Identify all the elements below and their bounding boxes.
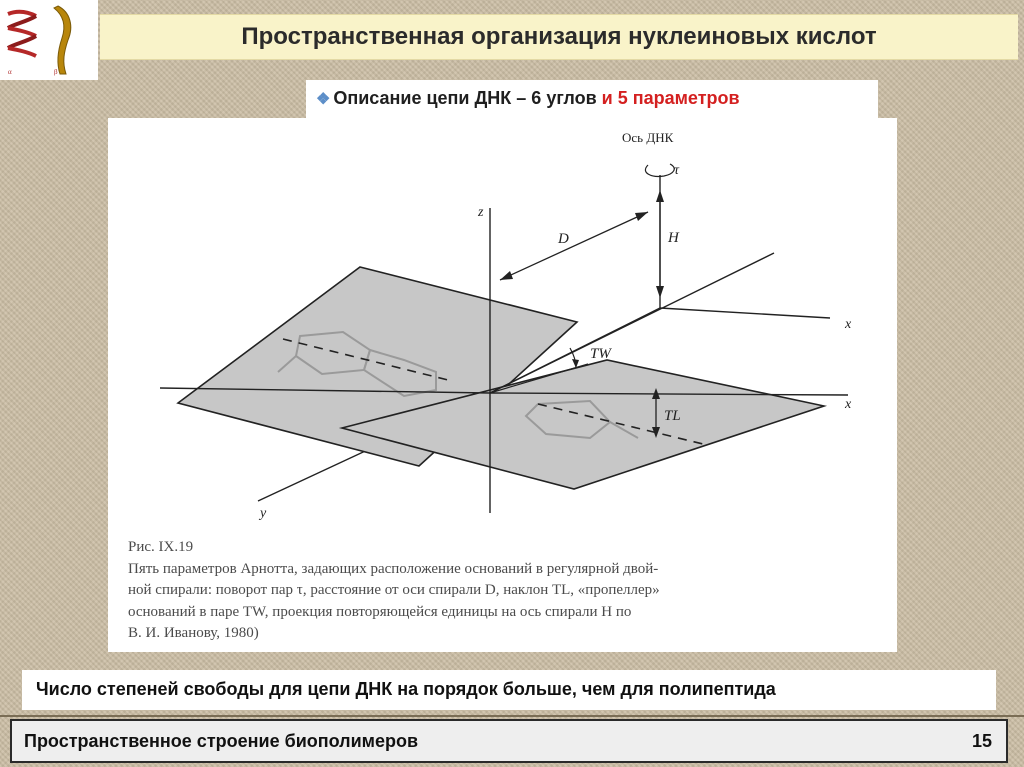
tl-label: TL xyxy=(664,408,681,424)
alpha-label: α xyxy=(8,68,12,76)
figure-caption xyxy=(128,537,888,645)
footer-divider xyxy=(0,715,1024,717)
page-number: 15 xyxy=(971,731,992,751)
helix-logo-icon xyxy=(0,0,98,80)
arnott-parameters-diagram xyxy=(108,118,897,528)
subtitle-highlight: и 5 параметров xyxy=(601,88,740,108)
diamond-bullet-icon: ❖ xyxy=(316,91,331,108)
footer-bar xyxy=(10,719,1008,763)
caption-line: Рис. IX.19 xyxy=(128,539,194,555)
dna-axis-label: Ось ДНК xyxy=(622,130,674,145)
x-top-label: x xyxy=(845,317,852,332)
subtitle-text: Описание цепи ДНК – 6 углов xyxy=(333,88,602,108)
tw-label: TW xyxy=(590,346,611,362)
subtitle xyxy=(316,88,740,109)
d-label: D xyxy=(558,231,569,247)
footer-title: Пространственное строение биополимеров xyxy=(24,731,419,751)
title-bar xyxy=(100,14,1018,60)
slide-title: Пространственная организация нуклеиновых кислот xyxy=(241,23,877,50)
logo xyxy=(0,0,98,80)
conclusion-box xyxy=(22,670,996,710)
x-mid-label: x xyxy=(845,397,852,412)
caption-line: оснований в паре TW, проекция повторяющейся единицы на ось спирали H по xyxy=(128,603,632,620)
figure-panel xyxy=(108,118,897,652)
beta-label: β xyxy=(54,68,58,76)
subtitle-box xyxy=(306,80,878,118)
h-label: H xyxy=(668,230,679,246)
caption-line: Пять параметров Арнотта, задающих расположение оснований в регулярной двой- xyxy=(128,560,659,577)
caption-line: ной спирали: поворот пар τ, расстояние от оси спирали D, наклон TL, «пропеллер» xyxy=(128,582,660,598)
caption-line: В. И. Иванову, 1980) xyxy=(128,625,259,641)
y-label: y xyxy=(260,506,267,521)
tau-label: τ xyxy=(674,163,680,178)
z-label: z xyxy=(478,205,484,220)
conclusion-text: Число степеней свободы для цепи ДНК на порядок больше, чем для полипептида xyxy=(36,679,776,699)
